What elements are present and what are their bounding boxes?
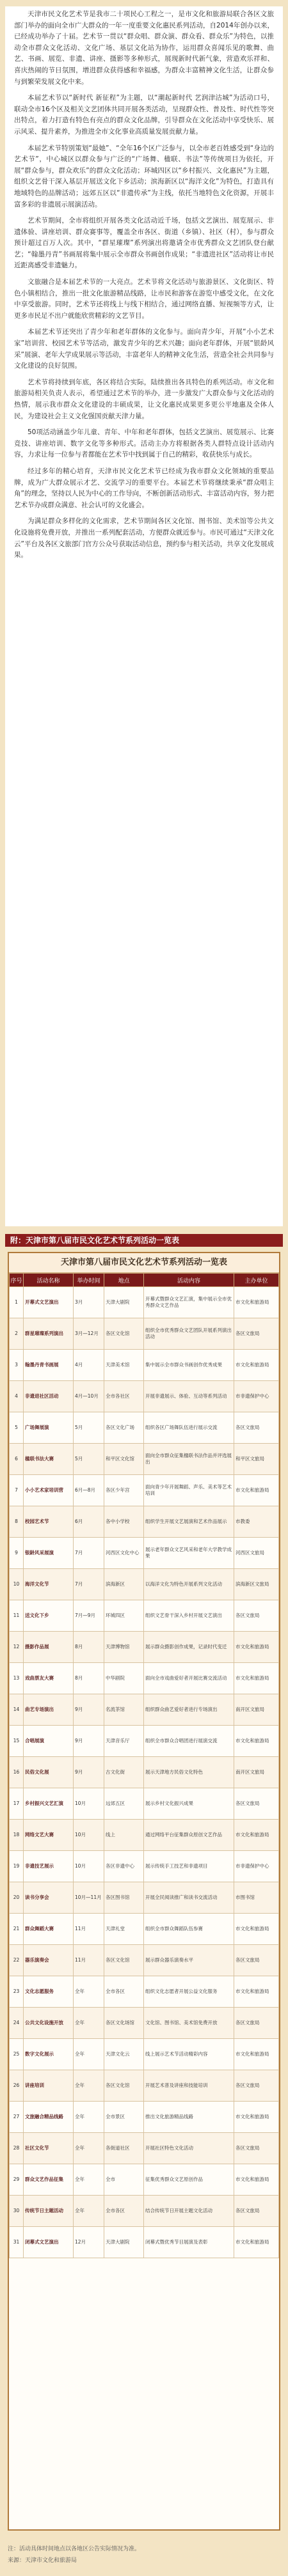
table-cell: 各区文化馆 [104,1318,144,1350]
table-cell: 古文化街 [104,1757,144,1788]
table-cell: 1 [10,1287,24,1318]
table-cell: 滨海新区 [104,1569,144,1600]
table-cell: 各区文化广场 [104,1412,144,1444]
table-header-cell: 序号 [10,1274,24,1287]
table-cell: 组织文化志愿者开展公益文化服务 [144,1976,234,2008]
table-cell: 楹联书法大赛 [24,1444,74,1475]
table-cell: 以海洋文化为特色开展系列文化活动 [144,1569,234,1600]
table-cell: 市文化和旅游局 [234,1475,279,1506]
table-cell: 数字文化展示 [24,2039,74,2070]
table-cell: 翰墨丹青书画展 [24,1350,74,1381]
table-cell: 4 [10,1381,24,1412]
table-cell: 31 [10,2227,24,2258]
table-cell: 市非遗保护中心 [234,1381,279,1412]
table-cell: 摄影作品展 [24,1632,74,1663]
table-cell: 9月 [74,1757,104,1788]
table-cell: 组织群众曲艺爱好者进行专场演出 [144,1694,234,1726]
table-cell: 线上 [104,1820,144,1851]
table-cell: 海洋文化节 [24,1569,74,1600]
table-cell: 3月—12月 [74,1318,104,1350]
table-cell: 全年 [74,2196,104,2227]
table-cell: 各区文旅局 [234,2070,279,2102]
table-cell: 送文化下乡 [24,1600,74,1632]
table-cell: 市文化和旅游局 [234,2227,279,2258]
table-cell: 7月 [74,1569,104,1600]
table-cell: 天津音乐厅 [104,1726,144,1757]
table-cell: 5月 [74,1412,104,1444]
table-row [10,1350,279,1381]
table-cell: 全市景区 [104,2102,144,2133]
table-cell: 10月—11月 [74,1882,104,1914]
table-cell: 文化志愿服务 [24,1976,74,2008]
table-cell: 群众舞蹈大赛 [24,1914,74,1945]
table-cell: 天津文化云 [104,2039,144,2070]
table-cell: 21 [10,1914,24,1945]
table-cell: 24 [10,2008,24,2039]
table-cell: 全年 [74,2070,104,2102]
table-cell: 8 [10,1506,24,1538]
table-cell: 27 [10,2102,24,2133]
table-cell: 全市各社区 [104,1381,144,1412]
table-cell: 组织学生开展文艺展演和艺术作品展示 [144,1506,234,1538]
table-cell: 通过网络平台征集群众原创文艺作品 [144,1820,234,1851]
table-cell: 各区文化馆 [104,1945,144,1976]
article-paragraph: 经过多年的精心培育，天津市民文化艺术节已经成为我市群众文化领域的重要品牌，成为广大群众展示才艺、交流学习的重要平台。本届艺术节将继续秉承“群众唱主角”的理念，坚持以人民为中心的工作导向，不断创新活动形式、丰富活动内容，努力把艺术节办成群众满意、社会认可的文化盛会。 [14,467,274,509]
table-cell: 市文化和旅游局 [234,1663,279,1694]
table-cell: 9月 [74,1726,104,1757]
table-cell: 开展全民阅读推广和读书交流活动 [144,1882,234,1914]
table-cell: 30 [10,2196,24,2227]
table-cell: 开展非遗展示、体验、互动等系列活动 [144,1381,234,1412]
table-cell: 开展社区特色文化活动 [144,2133,234,2164]
table-cell: 市文化和旅游局 [234,2102,279,2133]
table-cell: 和平区文旅局 [234,1444,279,1475]
table-cell: 组织文艺骨干深入乡村开展文艺演出 [144,1600,234,1632]
table-cell: 5 [10,1412,24,1444]
table-cell: 全年 [74,2039,104,2070]
table-cell: 天津美术馆 [104,1350,144,1381]
table-cell: 河西区文化中心 [104,1538,144,1569]
table-cell: 中华剧院 [104,1663,144,1694]
table-cell: 市文化和旅游局 [234,1632,279,1663]
table-cell: 闭幕式文艺演出 [24,2227,74,2258]
table-cell: 6月 [74,1506,104,1538]
table-header-cell: 主办单位 [234,1274,279,1287]
table-cell: 29 [10,2164,24,2196]
table-cell: 各区文旅局 [234,2133,279,2164]
table-cell: 戏曲票友大赛 [24,1663,74,1694]
table-cell: 推出文化旅游精品线路 [144,2102,234,2133]
table-cell: 26 [10,2070,24,2102]
table-cell: 天津博物馆 [104,1632,144,1663]
table-cell: 展示传统手工技艺和非遗项目 [144,1851,234,1882]
table-cell: 征集优秀群众文艺原创作品 [144,2164,234,2196]
table-cell: 群星璀璨系列演出 [24,1318,74,1350]
schedule-table [8,1252,280,2531]
table-row [10,2070,279,2102]
table-cell: 9月 [74,1694,104,1726]
table-cell: 全市各区 [104,1976,144,2008]
table-cell: 面向全市群众征集楹联书法作品并评选展出 [144,1444,234,1475]
table-cell: 开展艺术普及讲座和技能培训 [144,2070,234,2102]
table-cell: 市文化和旅游局 [234,1726,279,1757]
table-cell: 校园艺术节 [24,1506,74,1538]
table-row [10,1976,279,2008]
table-cell: 10 [10,1569,24,1600]
table-row [10,2164,279,2196]
table-cell: 市文化和旅游局 [234,1287,279,1318]
table-cell: 广场舞展演 [24,1412,74,1444]
table-cell: 展示群众摄影创作成果，记录时代变迁 [144,1632,234,1663]
table-cell: 组织全市群众合唱团进行展演交流 [144,1726,234,1757]
table-cell: 展示老年群众文艺风采和老年大学教学成果 [144,1538,234,1569]
table-cell: 20 [10,1882,24,1914]
table-header-cell: 举办时间 [74,1274,104,1287]
table-row [10,1663,279,1694]
table-cell: 曲艺专场演出 [24,1694,74,1726]
article-paragraph: 本届艺术节以“新时代 新征程”为主题，以“潮起新时代 艺润津沽城”为活动口号，联动全市16个区及相关文艺团体共同开展各类活动，呈现群众性、普及性、时代性等突出特点，着力打造有特色有亮点的群众文化品牌，引导群众在文化活动中享受快乐、展示风采、提升素养，为推进全市文化事业高质量发展贡献力量。 [14,94,274,136]
table-cell: 4月 [74,1350,104,1381]
table-header-cell: 活动名称 [24,1274,74,1287]
table-cell: 14 [10,1694,24,1726]
table-row [10,1600,279,1632]
table-cell: 全市各区 [104,2196,144,2227]
table-cell: 开幕式文艺演出 [24,1287,74,1318]
table-cell: 各区文化场馆 [104,2008,144,2039]
table-header-row [10,1274,279,1287]
table-cell: 3月 [74,1287,104,1318]
table-cell: 组织全市优秀群众文艺团队开展系列演出活动 [144,1318,234,1350]
table-cell: 10月 [74,1820,104,1851]
table-row [10,1851,279,1882]
table-cell: 18 [10,1820,24,1851]
table-cell: 展示天津地方民俗文化特色 [144,1757,234,1788]
table-cell: 全年 [74,2102,104,2133]
table-cell: 民俗文化展 [24,1757,74,1788]
table-cell: 各区文旅局 [234,1945,279,1976]
table-cell: 各区文旅局 [234,1318,279,1350]
table-row [10,1914,279,1945]
article-paragraph: 艺术节将持续到年底，各区将结合实际，陆续推出各具特色的系列活动。市文化和旅游局相关负责人表示，希望通过艺术节的举办，进一步激发广大群众参与文化活动的热情，展示我市群众文化建设的丰硕成果，让文化惠民成果更多更公平地惠及全体人民，为建设社会主义文化强国贡献天津力量。 [14,378,274,420]
table-row [10,2133,279,2164]
table-cell: 市文化和旅游局 [234,1914,279,1945]
table-cell: 23 [10,1976,24,2008]
table-row [10,2102,279,2133]
table-cell: 银龄风采展演 [24,1538,74,1569]
table-cell: 11 [10,1600,24,1632]
table-cell: 展示群众器乐演奏水平 [144,1945,234,1976]
table-cell: 9 [10,1538,24,1569]
table-header-cell: 活动内容 [144,1274,234,1287]
table-cell: 8月 [74,1663,104,1694]
article-paragraph: 本届艺术节特别策划“最她”、“全年16个区广泛参与，以全市老百姓感受到“身边的艺术节”，中心城区以群众参与广泛的“广场舞、楹联、书法”等传统项目为依托，开展“群众参与，群众欢乐”的群众文化活动；环城四区以“乡村振兴、文化惠民”为主题，组织文艺骨干深入基层开展送文化下乡活动；滨海新区以“海洋文化”为特色，打造具有地域特色的品牌活动；远郊五区以“非遗传承”为主线，依托当地特色文化资源，开展丰富多彩的非遗展示展演活动。 [14,144,274,208]
table-cell: 28 [10,2133,24,2164]
table-row [10,1444,279,1475]
article-text [5,6,283,561]
table-row [10,1412,279,1444]
table-cell: 11月 [74,1945,104,1976]
table-row [10,1506,279,1538]
article-paragraph: 50项活动涵盖少年儿童、青年、中年和老年群体，包括文艺演出、展览展示、比赛竞技、讲座培训、数字文化等多种形式。活动主办方将根据各类人群特点设计活动内容，力求让每一位参与者都能在艺术节中找到属于自己的精彩，收获快乐与成长。 [14,428,274,459]
table-cell: 各区文旅局 [234,1788,279,1820]
table-cell: 各区文旅局 [234,1600,279,1632]
table-cell: 南开区文旅局 [234,1694,279,1726]
table-cell: 8月 [74,1632,104,1663]
table-cell: 展示乡村文化振兴成果 [144,1788,234,1820]
table-row [10,1788,279,1820]
annex-banner: 附：天津市第八届市民文化艺术节系列活动一览表 [5,1234,283,1247]
table-cell: 讲座培训 [24,2070,74,2102]
table-cell: 南开区文旅局 [234,1757,279,1788]
table-cell: 25 [10,2039,24,2070]
table-cell: 全年 [74,2133,104,2164]
table-cell: 社区文化节 [24,2133,74,2164]
table-cell: 各区文旅局 [234,1412,279,1444]
table-cell: 远郊五区 [104,1788,144,1820]
table-cell: 市图书馆 [234,1882,279,1914]
table-cell: 7月 [74,1538,104,1569]
table-row [10,1287,279,1318]
table-cell: 10月 [74,1851,104,1882]
table-cell: 各街道社区 [104,2133,144,2164]
table-row [10,1820,279,1851]
table-row [10,1882,279,1914]
table-cell: 天津大剧院 [104,2227,144,2258]
table-cell: 4月—10月 [74,1381,104,1412]
schedule-title: 天津市第八届市民文化艺术节系列活动一览表 [9,1253,279,1273]
schedule-grid [9,1273,279,2258]
table-row [10,2196,279,2227]
table-cell: 6月—8月 [74,1475,104,1506]
table-cell: 市文化和旅游局 [234,1820,279,1851]
table-cell: 12 [10,1632,24,1663]
table-cell: 市文化和旅游局 [234,2164,279,2196]
table-cell: 结合传统节日开展主题文化活动 [144,2196,234,2227]
table-row [10,2227,279,2258]
table-cell: 非遗进社区活动 [24,1381,74,1412]
table-cell: 全年 [74,1976,104,2008]
table-cell: 13 [10,1663,24,1694]
table-cell: 集中展示全市群众书画创作优秀成果 [144,1350,234,1381]
table-cell: 市文化和旅游局 [234,2039,279,2070]
table-cell: 17 [10,1788,24,1820]
table-row [10,1538,279,1569]
footnote: 注：活动具体时间地点以各地区公告实际情况为准。 [8,2546,141,2552]
source-note: 来源：天津市文化和旅游局 [8,2557,77,2564]
table-cell: 乡村振兴文艺汇演 [24,1788,74,1820]
table-cell: 15 [10,1726,24,1757]
table-cell: 天津礼堂 [104,1914,144,1945]
table-row [10,1318,279,1350]
article-paragraph: 为满足群众多样化的文化需求，艺术节期间各区文化馆、图书馆、美术馆等公共文化设施将免费开放，并推出一系列配套活动，方便群众就近参与。市民可通过“天津文化云”平台及各区文旅部门官方公众号获取活动信息，预约参与相关活动，共享文化发展成果。 [14,517,274,559]
table-row [10,1726,279,1757]
table-row [10,1381,279,1412]
table-row [10,1757,279,1788]
article-paragraph: 天津市民文化艺术节是我市二十项民心工程之一，是市文化和旅游局联合各区文旅部门举办的面向全市广大群众的一年一度重要文化惠民系列活动，自2014年创办以来，已经成功举办了十届。艺术节一贯以“群众唱、群众演、群众看、群众乐”为特色，以推动全市群众文化活动、文化广场、基层文化站为协作，运用群众喜闻乐见的歌舞、曲艺、书画、展览、非遗、讲座、摄影等多种形式，展现新时代新气象，营造欢乐祥和、喜庆热闹的节日氛围，增进群众获得感和幸福感，为群众丰富精神文化生活，让群众参与到繁荣发展文化中来。 [14,10,274,86]
table-cell: 小小艺术家培训营 [24,1475,74,1506]
table-header-cell: 地点 [104,1274,144,1287]
table-cell: 名流茶馆 [104,1694,144,1726]
table-cell: 6 [10,1444,24,1475]
table-cell: 各区文旅局 [234,2196,279,2227]
table-row [10,1632,279,1663]
table-row [10,1475,279,1506]
table-cell: 合唱展演 [24,1726,74,1757]
table-cell: 11月 [74,1914,104,1945]
table-cell: 22 [10,1945,24,1976]
table-cell: 7月—9月 [74,1600,104,1632]
table-row [10,2008,279,2039]
table-cell: 全年 [74,2008,104,2039]
table-cell: 组织全市群众舞蹈队伍参赛 [144,1914,234,1945]
table-cell: 面向全市戏曲爱好者开展比赛交流活动 [144,1663,234,1694]
table-cell: 全市 [104,2164,144,2196]
table-cell: 公共文化设施开放 [24,2008,74,2039]
table-cell: 各区非遗中心 [104,1851,144,1882]
table-cell: 滨海新区文旅局 [234,1569,279,1600]
table-cell: 市文化和旅游局 [234,1976,279,2008]
article-body [5,6,283,1226]
table-row [10,1694,279,1726]
table-cell: 10月 [74,1788,104,1820]
table-cell: 市教委 [234,1506,279,1538]
article-paragraph: 艺术节期间，全市将组织开展各类文化活动近千场，包括文艺演出、展览展示、非遗体验、讲座培训、群众赛事等，覆盖全市各区、街道（乡镇）、社区（村），参与群众预计超过百万人次。其中，“群星璀璨”系列演出将邀请全市优秀群众文艺团队登台献艺；“翰墨丹青”书画展将集中展示全市群众书画创作成果；“非遗进社区”活动将让市民近距离感受非遗魅力。 [14,217,274,270]
table-cell: 环城四区 [104,1600,144,1632]
table-cell: 网络文艺大赛 [24,1820,74,1851]
table-cell: 各区图书馆 [104,1882,144,1914]
table-row [10,1569,279,1600]
table-cell: 各中小学校 [104,1506,144,1538]
table-cell: 2 [10,1318,24,1350]
table-cell: 各区文化馆 [104,2070,144,2102]
table-cell: 3 [10,1350,24,1381]
table-cell: 各区少年宫 [104,1475,144,1506]
table-cell: 文化馆、图书馆、美术馆免费开放 [144,2008,234,2039]
table-cell: 市非遗保护中心 [234,1851,279,1882]
table-cell: 开幕式暨群众文艺汇演，集中展示全市优秀群众文艺作品 [144,1287,234,1318]
table-cell: 传统节日主题活动 [24,2196,74,2227]
table-cell: 全年 [74,2164,104,2196]
table-cell: 线上展示艺术节活动精彩内容 [144,2039,234,2070]
table-cell: 和平区文化馆 [104,1444,144,1475]
table-cell: 各区文旅局 [234,2008,279,2039]
table-cell: 组织各区广场舞队伍进行展示交流 [144,1412,234,1444]
table-cell: 7 [10,1475,24,1506]
table-cell: 天津大剧院 [104,1287,144,1318]
table-cell: 19 [10,1851,24,1882]
table-body [10,1287,279,2258]
table-row [10,2039,279,2070]
table-cell: 河西区文旅局 [234,1538,279,1569]
table-cell: 市文化和旅游局 [234,1350,279,1381]
table-row [10,1945,279,1976]
table-cell: 文旅融合精品线路 [24,2102,74,2133]
table-cell: 器乐演奏会 [24,1945,74,1976]
article-paragraph: 本届艺术节还突出了青少年和老年群体的文化参与。面向青少年，开展“小小艺术家”培训营、校园艺术节等活动，激发青少年的艺术兴趣；面向老年群体，开展“银龄风采”展演、老年大学成果展示等活动，丰富老年人的精神文化生活，营造全社会共同参与文化建设的良好氛围。 [14,328,274,370]
table-cell: 闭幕式暨优秀节目展演及表彰 [144,2227,234,2258]
table-cell: 面向青少年开展舞蹈、声乐、美术等艺术培训 [144,1475,234,1506]
table-cell: 16 [10,1757,24,1788]
table-cell: 非遗技艺展示 [24,1851,74,1882]
table-cell: 群众文艺作品征集 [24,2164,74,2196]
table-cell: 12月 [74,2227,104,2258]
table-cell: 5月 [74,1444,104,1475]
article-paragraph: 文旅融合是本届艺术节的一大亮点。艺术节将文化活动与旅游景区、文化街区、特色小镇相结合，推出一批文化旅游精品线路，让市民和游客在游览中感受文化，在文化中享受旅游。同时，艺术节还将线上与线下相结合，通过网络直播、短视频等方式，让更多市民足不出户就能欣赏精彩的文艺节目。 [14,278,274,320]
table-cell: 读书分享会 [24,1882,74,1914]
